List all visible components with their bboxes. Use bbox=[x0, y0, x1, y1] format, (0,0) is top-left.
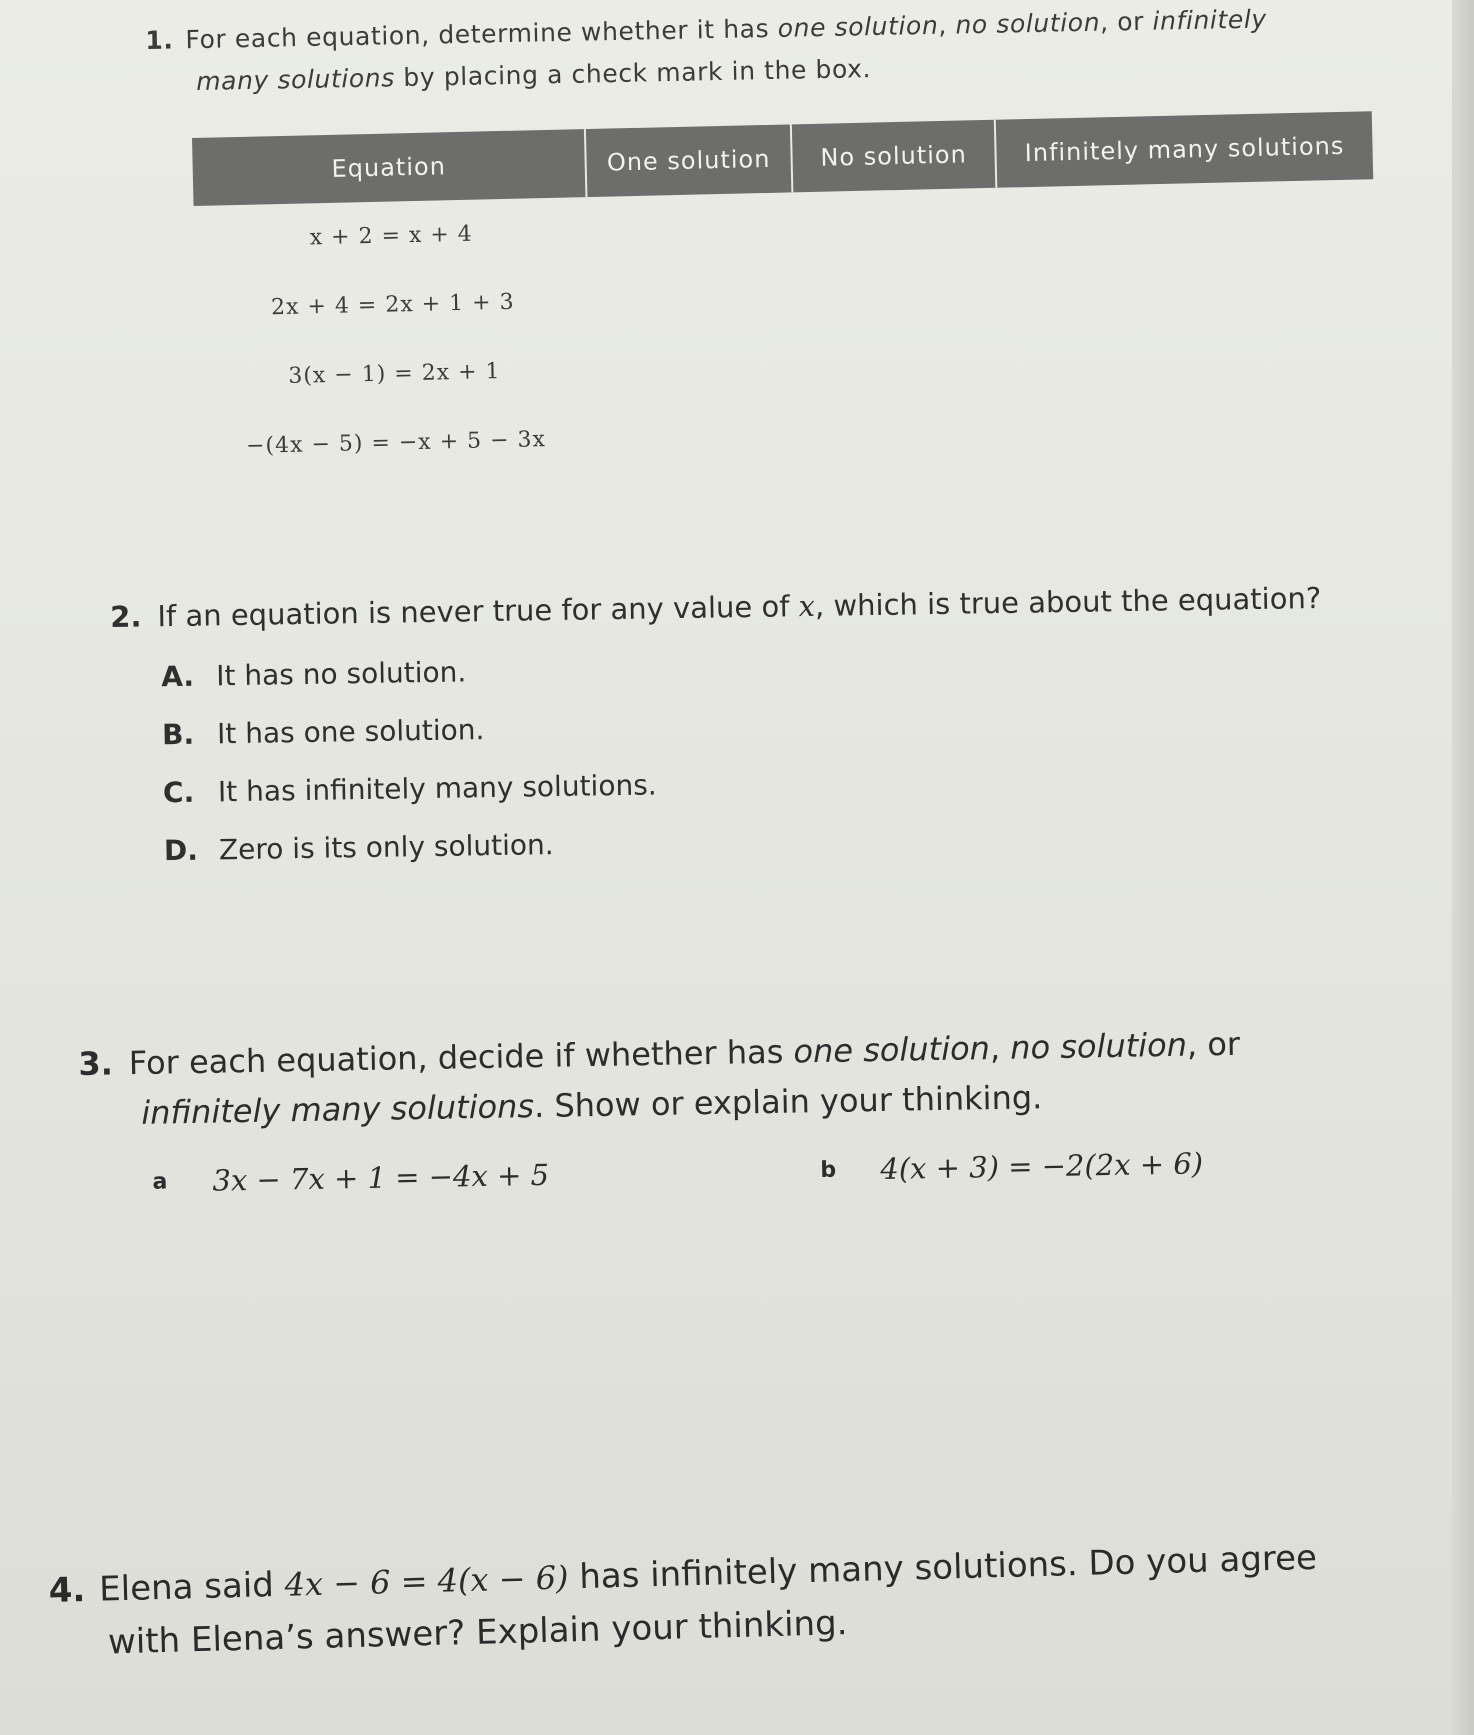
check-box-infinitely-many[interactable] bbox=[997, 179, 1374, 257]
option-text: It has one solution. bbox=[216, 712, 485, 750]
question-2-variable: x bbox=[798, 588, 816, 624]
part-label: b bbox=[820, 1157, 837, 1183]
equation-cell: 2x + 4 = 2x + 1 + 3 bbox=[270, 289, 515, 321]
header-one-solution: One solution bbox=[586, 124, 793, 197]
equation-cell: −(4x − 5) = −x + 5 − 3x bbox=[245, 427, 547, 459]
question-1-term-many: many solutions bbox=[195, 63, 396, 97]
page-edge-shadow bbox=[1452, 0, 1474, 1735]
option-text: Zero is its only solution. bbox=[218, 827, 554, 866]
check-box-no-solution[interactable] bbox=[797, 326, 1003, 400]
question-2-number: 2. bbox=[110, 599, 142, 634]
option-text: It has infinitely many solutions. bbox=[217, 767, 657, 808]
question-3-part-a bbox=[152, 1153, 549, 1205]
question-1-text-pre: For each equation, determine whether it has bbox=[185, 13, 778, 55]
part-equation: 4(x + 3) = −2(2x + 6) bbox=[880, 1146, 1204, 1187]
question-3-term-inf: infinitely many solutions bbox=[140, 1086, 535, 1132]
question-3-part-b bbox=[820, 1142, 1203, 1194]
question-3-term-none: no solution bbox=[1009, 1025, 1188, 1067]
question-1 bbox=[145, 0, 1386, 104]
question-1-sep-2: , or bbox=[1099, 6, 1153, 37]
option-letter: B. bbox=[161, 717, 195, 751]
check-box-no-solution[interactable] bbox=[793, 188, 999, 262]
check-box-one-solution[interactable] bbox=[589, 261, 797, 335]
question-1-term-one: one solution bbox=[777, 10, 939, 43]
question-1-line-2-rest: by placing a check mark in the box. bbox=[394, 54, 872, 93]
header-equation: Equation bbox=[192, 129, 587, 206]
question-4-number: 4. bbox=[48, 1570, 86, 1611]
question-3-parts bbox=[80, 1138, 1411, 1221]
header-infinitely-many: Infinitely many solutions bbox=[1024, 131, 1345, 168]
question-4-line-2: with Elena’s answer? Explain your thinking. bbox=[107, 1602, 848, 1663]
question-4-text-post: has infinitely many solutions. Do you agree bbox=[567, 1537, 1318, 1598]
equation-cell: x + 2 = x + 4 bbox=[309, 221, 474, 251]
question-1-number: 1. bbox=[145, 25, 174, 55]
check-box-no-solution[interactable] bbox=[795, 257, 1001, 331]
question-2-stem-pre: If an equation is never true for any value of bbox=[157, 589, 799, 634]
question-2-stem-post: , which is true about the equation? bbox=[814, 580, 1322, 623]
check-box-one-solution[interactable] bbox=[592, 399, 800, 473]
question-4 bbox=[48, 1529, 1440, 1671]
solutions-table bbox=[192, 111, 1380, 482]
question-3-number: 3. bbox=[78, 1044, 114, 1083]
header-no-solution: No solution bbox=[792, 120, 997, 193]
question-3-text-pre: For each equation, decide if whether has bbox=[128, 1032, 794, 1083]
check-box-one-solution[interactable] bbox=[587, 192, 795, 266]
question-2-options bbox=[111, 628, 1414, 880]
part-label: a bbox=[152, 1169, 168, 1195]
part-equation: 3x − 7x + 1 = −4x + 5 bbox=[212, 1157, 550, 1198]
question-4-text-pre: Elena said bbox=[98, 1564, 286, 1610]
question-3-term-one: one solution bbox=[793, 1029, 991, 1071]
question-3-sep-1: , bbox=[989, 1028, 1011, 1068]
check-box-infinitely-many[interactable] bbox=[999, 248, 1376, 326]
question-3-sep-2: , or bbox=[1186, 1024, 1241, 1064]
question-2-stem bbox=[110, 580, 1410, 634]
option-letter: C. bbox=[162, 775, 195, 809]
check-box-infinitely-many[interactable] bbox=[1000, 317, 1377, 395]
check-box-infinitely-many[interactable] bbox=[1002, 386, 1379, 464]
question-3-line-2-rest: . Show or explain your thinking. bbox=[533, 1077, 1043, 1125]
question-1-term-inf: infinitely bbox=[1152, 4, 1268, 36]
option-text: It has no solution. bbox=[215, 654, 467, 692]
question-4-equation: 4x − 6 = 4(x − 6) bbox=[284, 1558, 569, 1604]
question-3 bbox=[78, 1017, 1411, 1221]
check-box-no-solution[interactable] bbox=[798, 395, 1004, 469]
question-1-sep-1: , bbox=[938, 10, 956, 40]
check-box-one-solution[interactable] bbox=[591, 330, 799, 404]
option-letter: A. bbox=[160, 659, 195, 693]
option-letter: D. bbox=[163, 833, 199, 867]
question-2 bbox=[110, 580, 1414, 880]
question-1-term-none: no solution bbox=[955, 7, 1101, 40]
equation-cell: 3(x − 1) = 2x + 1 bbox=[288, 359, 501, 389]
